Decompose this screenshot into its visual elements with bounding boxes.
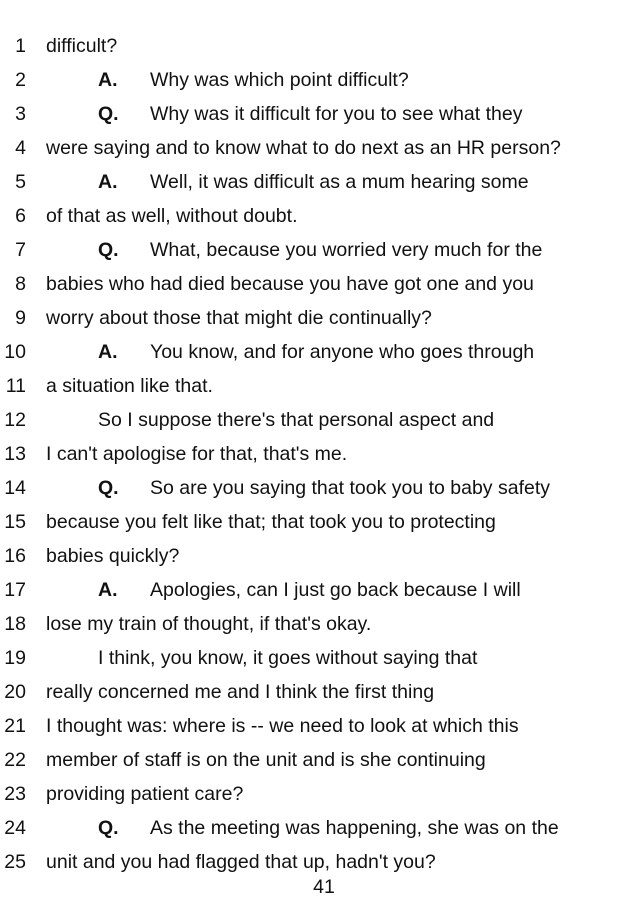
- speaker-label: A.: [98, 341, 118, 363]
- line-text: [46, 267, 534, 301]
- line-number: 1: [15, 35, 26, 57]
- line-number: 20: [4, 681, 26, 703]
- line-content: providing patient care?: [46, 783, 244, 805]
- transcript-line: [0, 131, 638, 165]
- line-text: [98, 403, 494, 437]
- line-text: [46, 131, 561, 165]
- line-number: 10: [4, 341, 26, 363]
- line-content: babies quickly?: [46, 545, 180, 567]
- transcript-line: [0, 539, 638, 573]
- transcript-line: [0, 301, 638, 335]
- speaker-label: Q.: [98, 103, 119, 125]
- line-text: [98, 471, 550, 505]
- line-content: unit and you had flagged that up, hadn't you?: [46, 851, 436, 873]
- line-content: So I suppose there's that personal aspect and: [98, 409, 495, 431]
- line-content: were saying and to know what to do next as an HR person?: [46, 137, 561, 159]
- line-content: babies who had died because you have got one and you: [46, 273, 534, 295]
- line-text: [46, 845, 436, 879]
- line-number: 2: [15, 69, 26, 91]
- speaker-label: Q.: [98, 239, 119, 261]
- line-number: 24: [4, 817, 26, 839]
- line-text: [46, 505, 496, 539]
- line-number: 19: [4, 647, 26, 669]
- transcript-line: [0, 29, 638, 63]
- speaker-label: A.: [98, 579, 118, 601]
- transcript-line: [0, 199, 638, 233]
- line-text: [98, 63, 409, 97]
- line-number: 4: [15, 137, 26, 159]
- speaker-label: A.: [98, 171, 118, 193]
- transcript-line: [0, 845, 638, 879]
- transcript-line: [0, 267, 638, 301]
- line-text: [98, 335, 534, 369]
- line-content: Why was it difficult for you to see what they: [150, 103, 523, 125]
- line-number: 11: [5, 375, 26, 397]
- transcript-line: [0, 335, 638, 369]
- line-content: of that as well, without doubt.: [46, 205, 298, 227]
- line-text: [98, 233, 542, 267]
- line-number: 13: [4, 443, 26, 465]
- transcript-line: [0, 63, 638, 97]
- line-number: 16: [4, 545, 26, 567]
- transcript-line: [0, 97, 638, 131]
- line-content: I can't apologise for that, that's me.: [46, 443, 348, 465]
- line-text: [98, 165, 529, 199]
- line-text: [46, 777, 243, 811]
- line-content: member of staff is on the unit and is she continuing: [46, 749, 486, 771]
- line-number: 21: [4, 715, 26, 737]
- speaker-label: A.: [98, 69, 118, 91]
- transcript-line: [0, 233, 638, 267]
- line-number: 22: [4, 749, 26, 771]
- line-number: 7: [15, 239, 26, 261]
- transcript-line: [0, 709, 638, 743]
- line-content: worry about those that might die continually?: [46, 307, 432, 329]
- line-text: [98, 641, 477, 675]
- line-number: 3: [15, 103, 26, 125]
- line-content: really concerned me and I think the first thing: [46, 681, 435, 703]
- line-content: So are you saying that took you to baby safety: [150, 477, 550, 499]
- line-number: 25: [4, 851, 26, 873]
- page-number: 41: [313, 876, 335, 898]
- line-number: 17: [4, 579, 26, 601]
- line-number: 18: [4, 613, 26, 635]
- line-number: 12: [4, 409, 26, 431]
- transcript-line: [0, 811, 638, 845]
- line-number: 5: [15, 171, 26, 193]
- line-content: difficult?: [46, 35, 118, 57]
- line-text: [46, 29, 117, 63]
- line-number: 23: [4, 783, 26, 805]
- line-number: 15: [4, 511, 26, 533]
- transcript-line: [0, 437, 638, 471]
- line-text: [46, 709, 519, 743]
- transcript-line: [0, 573, 638, 607]
- line-content: What, because you worried very much for the: [150, 239, 543, 261]
- line-text: [46, 539, 179, 573]
- transcript-line: [0, 165, 638, 199]
- transcript-line: [0, 607, 638, 641]
- line-content: lose my train of thought, if that's okay.: [46, 613, 372, 635]
- line-content: I think, you know, it goes without saying that: [98, 647, 478, 669]
- line-text: [46, 199, 297, 233]
- line-text: [46, 607, 371, 641]
- transcript-line: [0, 471, 638, 505]
- line-number: 8: [15, 273, 26, 295]
- line-text: [46, 437, 347, 471]
- transcript-line: [0, 403, 638, 437]
- line-text: [46, 743, 486, 777]
- line-content: You know, and for anyone who goes through: [150, 341, 535, 363]
- speaker-label: Q.: [98, 477, 119, 499]
- line-text: [98, 97, 522, 131]
- transcript-line: [0, 777, 638, 811]
- line-content: Apologies, can I just go back because I will: [150, 579, 521, 601]
- line-number: 6: [15, 205, 26, 227]
- transcript-line: [0, 743, 638, 777]
- transcript-line: [0, 641, 638, 675]
- line-content: Well, it was difficult as a mum hearing some: [150, 171, 529, 193]
- line-text: [98, 811, 559, 845]
- line-text: [98, 573, 521, 607]
- line-content: As the meeting was happening, she was on the: [150, 817, 559, 839]
- transcript-line: [0, 675, 638, 709]
- line-text: [46, 675, 434, 709]
- transcript-line: [0, 505, 638, 539]
- line-text: [46, 369, 213, 403]
- line-number: 14: [4, 477, 26, 499]
- line-content: because you felt like that; that took you to protecting: [46, 511, 496, 533]
- line-content: I thought was: where is -- we need to look at which this: [46, 715, 519, 737]
- line-text: [46, 301, 432, 335]
- line-content: a situation like that.: [46, 375, 213, 397]
- line-content: Why was which point difficult?: [150, 69, 409, 91]
- line-number: 9: [15, 307, 26, 329]
- speaker-label: Q.: [98, 817, 119, 839]
- transcript-line: [0, 369, 638, 403]
